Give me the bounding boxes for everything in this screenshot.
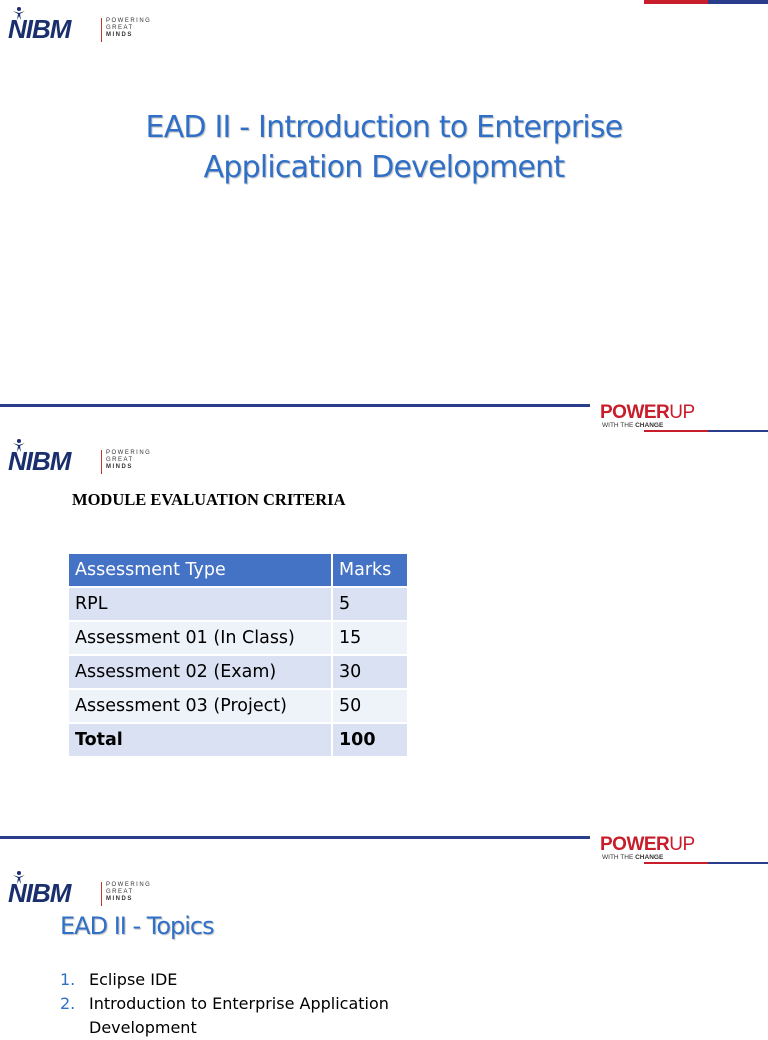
logo-tagline-3: MINDS: [106, 896, 133, 902]
logo-divider: [101, 450, 102, 474]
cell-type: RPL: [68, 587, 332, 621]
logo-wordmark: NIBM: [8, 878, 71, 908]
topics-list: [60, 968, 420, 1040]
logo-tagline-1: POWERING: [106, 18, 152, 24]
logo-tagline: [106, 450, 151, 471]
powerup-power: POWER: [600, 834, 670, 855]
powerup-tagline-bold: CHANGE: [635, 854, 664, 861]
presentation-title: [0, 108, 768, 188]
logo-tagline: [106, 18, 151, 39]
powerup-tagline-bold: CHANGE: [635, 422, 664, 429]
nibm-logo: [8, 6, 152, 44]
list-item-text: Eclipse IDE: [89, 970, 178, 989]
powerup-power: POWER: [600, 402, 670, 423]
table-row: [68, 587, 408, 621]
top-strip-red: [644, 0, 708, 4]
cell-marks: 5: [332, 587, 408, 621]
logo-tagline-1: POWERING: [106, 450, 152, 456]
header-marks: Marks: [332, 553, 408, 587]
title-line-2: Application Development: [203, 150, 565, 185]
header-assessment-type: Assessment Type: [68, 553, 332, 587]
logo-wordmark: NIBM: [8, 14, 71, 44]
cell-type: Assessment 01 (In Class): [68, 621, 332, 655]
nibm-logo: [8, 870, 152, 908]
slide-topics: [0, 864, 768, 1037]
cell-total-label: Total: [68, 723, 332, 757]
logo-tagline-2: GREAT: [106, 889, 134, 895]
topics-title: EAD II - Topics: [60, 912, 214, 940]
cell-type: Assessment 02 (Exam): [68, 655, 332, 689]
powerup-wordmark: [600, 402, 695, 424]
logo-divider: [101, 18, 102, 42]
powerup-tagline: [602, 854, 663, 861]
logo-tagline-3: MINDS: [106, 464, 133, 470]
logo-tagline-2: GREAT: [106, 25, 134, 31]
list-item: [60, 968, 420, 992]
powerup-up: UP: [669, 834, 695, 855]
table-total-row: [68, 723, 408, 757]
powerup-tagline: [602, 422, 663, 429]
powerup-logo: [600, 402, 768, 432]
powerup-up: UP: [669, 402, 695, 423]
logo-divider: [101, 882, 102, 906]
cell-marks: 30: [332, 655, 408, 689]
table-row: [68, 655, 408, 689]
powerup-wordmark: [600, 834, 695, 856]
list-item: [60, 992, 420, 1040]
cell-marks: 15: [332, 621, 408, 655]
table-row: [68, 621, 408, 655]
powerup-tagline-prefix: WITH THE: [602, 422, 636, 429]
list-item-number: 1.: [60, 970, 76, 989]
slide-evaluation: [0, 432, 768, 864]
nibm-logo: [8, 438, 152, 476]
table-row: [68, 689, 408, 723]
footer-line: [0, 404, 590, 407]
list-item-number: 2.: [60, 994, 76, 1013]
logo-wordmark: NIBM: [8, 446, 71, 476]
powerup-logo: [600, 834, 768, 864]
title-line-1: EAD II - Introduction to Enterprise: [145, 110, 623, 145]
logo-tagline-2: GREAT: [106, 457, 134, 463]
top-strip-blue: [708, 0, 768, 4]
table-header-row: [68, 553, 408, 587]
footer-line: [0, 836, 590, 839]
slide-title: [0, 0, 768, 432]
cell-total-marks: 100: [332, 723, 408, 757]
cell-marks: 50: [332, 689, 408, 723]
logo-tagline: [106, 882, 151, 903]
section-heading: MODULE EVALUATION CRITERIA: [72, 490, 346, 509]
evaluation-table: [67, 552, 409, 758]
powerup-tagline-prefix: WITH THE: [602, 854, 636, 861]
cell-type: Assessment 03 (Project): [68, 689, 332, 723]
logo-tagline-3: MINDS: [106, 32, 133, 38]
list-item-text: Introduction to Enterprise Application Development: [89, 994, 389, 1037]
logo-tagline-1: POWERING: [106, 882, 152, 888]
